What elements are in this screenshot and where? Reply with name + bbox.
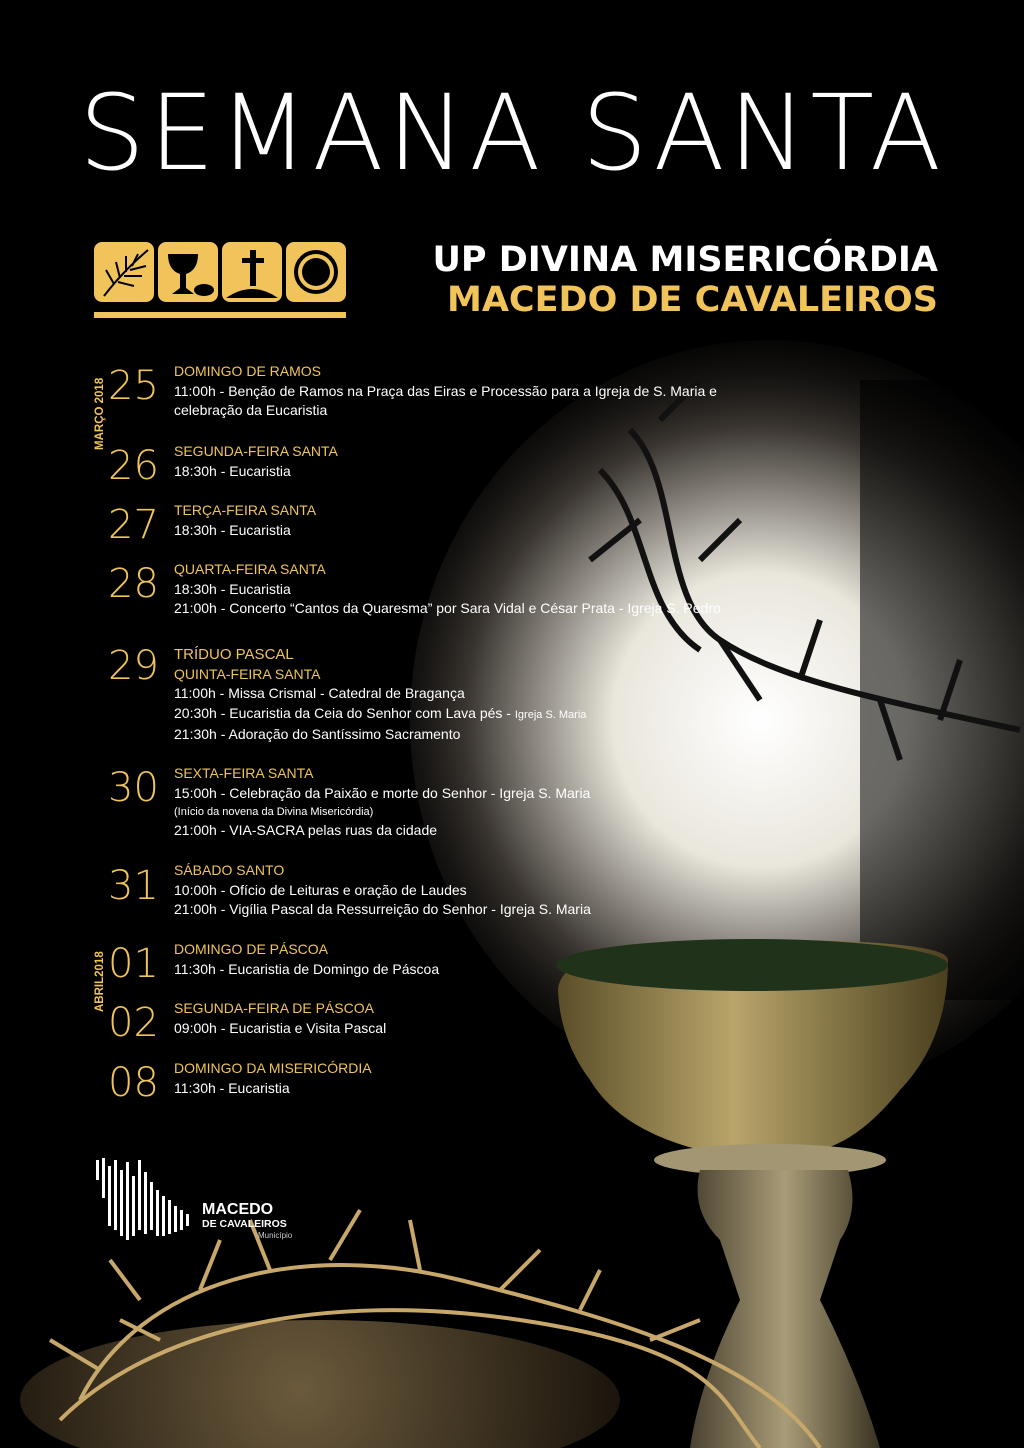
event-title: DOMINGO DE PÁSCOA bbox=[174, 941, 329, 957]
schedule-event bbox=[174, 362, 774, 421]
logo-caption: Município bbox=[258, 1231, 293, 1240]
schedule-event bbox=[174, 442, 774, 481]
schedule-day: 26 bbox=[108, 443, 159, 489]
schedule-day: 27 bbox=[108, 502, 159, 548]
event-title: TERÇA-FEIRA SANTA bbox=[174, 502, 317, 518]
event-line: 21:00h - Vigília Pascal da Ressurreição do Senhor - Igreja S. Maria bbox=[174, 901, 591, 917]
page-title: SEMANA SANTA bbox=[78, 72, 946, 194]
event-line: 21:00h - Concerto “Cantos da Quaresma” por Sara Vidal e César Prata - Igreja S. Pedro bbox=[174, 600, 721, 616]
schedule-event bbox=[174, 940, 774, 979]
event-line: 18:30h - Eucaristia bbox=[174, 580, 291, 597]
schedule-day: 28 bbox=[108, 561, 159, 607]
event-subtitle: QUINTA-FEIRA SANTA bbox=[174, 665, 321, 682]
schedule-day: 29 bbox=[108, 643, 159, 689]
logo-name: MACEDO bbox=[202, 1201, 274, 1218]
event-title: DOMINGO DA MISERICÓRDIA bbox=[174, 1060, 372, 1076]
schedule-event bbox=[174, 1059, 774, 1098]
liturgy-icons bbox=[94, 240, 348, 320]
event-line: 18:30h - Eucaristia bbox=[174, 521, 291, 538]
event-location: Igreja S. Maria bbox=[514, 708, 587, 721]
town-name: MACEDO DE CAVALEIROS bbox=[447, 280, 938, 320]
event-title: DOMINGO DE RAMOS bbox=[174, 363, 322, 379]
event-title: SEGUNDA-FEIRA SANTA bbox=[174, 443, 338, 459]
event-line: 11:30h - Eucaristia bbox=[174, 1079, 290, 1096]
event-title: SÁBADO SANTO bbox=[174, 862, 285, 878]
event-title: TRÍDUO PASCAL bbox=[174, 646, 294, 663]
schedule-event bbox=[174, 764, 774, 841]
schedule-event bbox=[174, 861, 774, 920]
schedule-event bbox=[174, 560, 774, 619]
event-title: QUARTA-FEIRA SANTA bbox=[174, 561, 326, 577]
logo-subname: DE CAVALEIROS bbox=[202, 1218, 287, 1230]
schedule-day: 31 bbox=[108, 863, 159, 909]
event-line: 15:00h - Celebração da Paixão e morte do Senhor - Igreja S. Maria bbox=[174, 784, 591, 801]
schedule-event bbox=[174, 501, 774, 540]
schedule-day: 02 bbox=[108, 1000, 159, 1046]
host-bread-icon bbox=[296, 252, 336, 292]
schedule-day: 08 bbox=[108, 1060, 159, 1106]
event-line: 10:00h - Ofício de Leituras e oração de Laudes bbox=[174, 881, 467, 898]
event-line: celebração da Eucaristia bbox=[174, 402, 328, 418]
parish-name: UP DIVINA MISERICÓRDIA bbox=[432, 240, 938, 280]
event-title: SEGUNDA-FEIRA DE PÁSCOA bbox=[174, 1000, 374, 1016]
municipality-emblem-icon bbox=[94, 1156, 194, 1242]
schedule-day: 01 bbox=[108, 941, 159, 987]
event-line: 11:30h - Eucaristia de Domingo de Páscoa bbox=[174, 960, 440, 977]
event-line: 11:00h - Missa Crismal - Catedral de Bragança bbox=[174, 685, 465, 701]
event-line: 11:00h - Benção de Ramos na Praça das Eiras e Processão para a Igreja de S. Maria e bbox=[174, 382, 717, 399]
parish-heading bbox=[432, 240, 938, 320]
event-line: 09:00h - Eucaristia e Visita Pascal bbox=[174, 1019, 387, 1036]
schedule-event bbox=[174, 999, 774, 1038]
event-title: SEXTA-FEIRA SANTA bbox=[174, 765, 314, 781]
event-line: 18:30h - Eucaristia bbox=[174, 462, 291, 479]
schedule-day: 25 bbox=[108, 363, 159, 409]
schedule-event bbox=[174, 645, 774, 745]
event-line: 20:30h - Eucaristia da Ceia do Senhor com Lava pés - Igreja S. Maria bbox=[174, 704, 587, 721]
event-line: 21:00h - VIA-SACRA pelas ruas da cidade bbox=[174, 822, 438, 838]
schedule-day: 30 bbox=[108, 765, 159, 811]
event-line: 21:30h - Adoração do Santíssimo Sacramento bbox=[174, 726, 461, 742]
event-note: (Início da novena da Divina Misericórdia) bbox=[174, 806, 374, 818]
municipality-logo bbox=[94, 1156, 324, 1246]
